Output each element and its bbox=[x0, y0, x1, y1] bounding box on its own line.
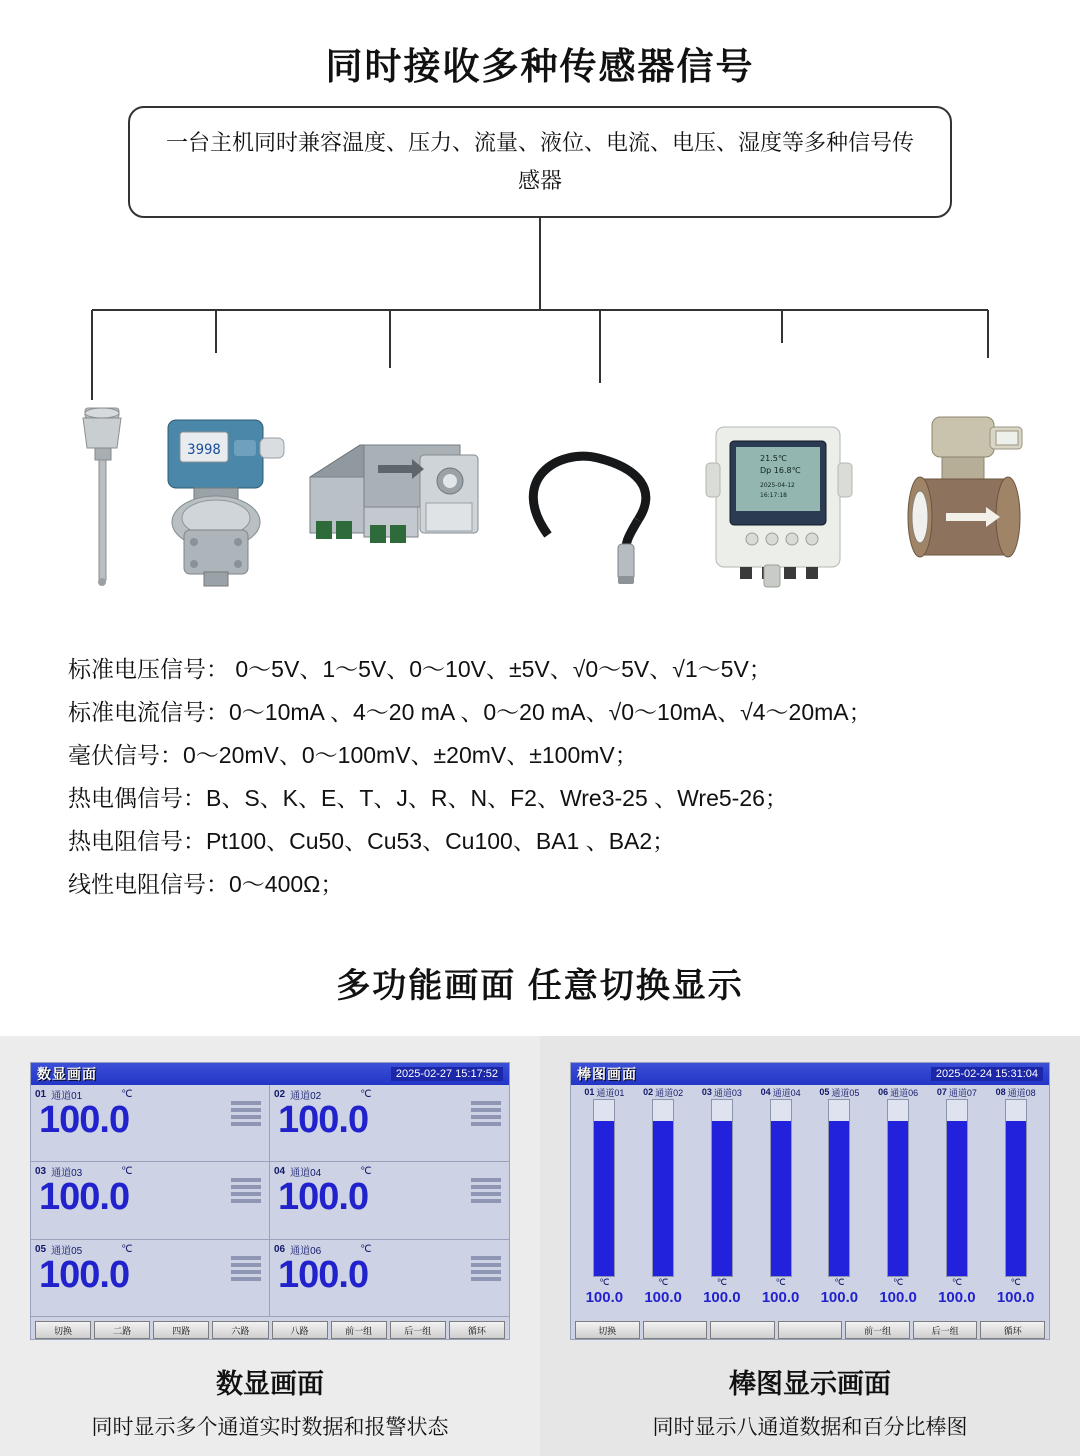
device-level-sensor bbox=[518, 440, 688, 590]
screen-button-cycle[interactable]: 循环 bbox=[980, 1321, 1045, 1339]
signal-spec-list bbox=[68, 648, 1018, 906]
bar-columns bbox=[575, 1099, 1045, 1277]
bar-name: 通道02 bbox=[655, 1087, 684, 1098]
device-strip bbox=[0, 400, 1080, 620]
channel-index: 05 bbox=[35, 1243, 47, 1255]
device-pressure-transmitter bbox=[148, 410, 288, 610]
device-controller-box bbox=[700, 415, 860, 595]
alarm-bars-icon bbox=[231, 1178, 261, 1206]
channel-index: 03 bbox=[35, 1166, 47, 1178]
bar-name: 通道07 bbox=[948, 1087, 977, 1098]
bar-index: 04 bbox=[760, 1087, 771, 1097]
spec-line: 热电阻信号：Pt100、Cu50、Cu53、Cu100、BA1 、BA2； bbox=[68, 828, 676, 854]
alarm-bars-icon bbox=[471, 1256, 501, 1284]
bar-index: 07 bbox=[936, 1087, 947, 1097]
bar-unit: ℃ bbox=[716, 1277, 727, 1287]
channel-cell[interactable] bbox=[270, 1085, 509, 1162]
bar-fill bbox=[829, 1121, 849, 1276]
device-flow-meter bbox=[890, 405, 1050, 605]
screen-button-prev-group[interactable]: 前一组 bbox=[845, 1321, 910, 1339]
channel-unit: ℃ bbox=[121, 1166, 133, 1178]
bar-name: 通道06 bbox=[890, 1087, 919, 1098]
screen-button-switch[interactable]: 切换 bbox=[35, 1321, 91, 1339]
bar-fill bbox=[947, 1121, 967, 1276]
bar-fill bbox=[594, 1121, 614, 1276]
channel-index: 04 bbox=[274, 1166, 286, 1178]
bar-column bbox=[634, 1099, 693, 1277]
channel-cell[interactable] bbox=[270, 1240, 509, 1317]
description-box bbox=[128, 106, 952, 218]
bar-index: 06 bbox=[878, 1087, 889, 1097]
svg-text:2025-04-12: 2025-04-12 bbox=[760, 482, 795, 489]
description-text: 一台主机同时兼容温度、压力、流量、液位、电流、电压、湿度等多种信号传感器 bbox=[165, 130, 914, 193]
spec-line: 线性电阻信号：0～400Ω； bbox=[68, 871, 344, 897]
bar-index: 08 bbox=[995, 1087, 1006, 1097]
pressure-display-value: 3998 bbox=[187, 442, 221, 458]
device-temperature-probe bbox=[45, 400, 155, 600]
screen-button-blank-1[interactable] bbox=[643, 1321, 708, 1339]
screen-bar bbox=[570, 1062, 1050, 1340]
page-title: 同时接收多种传感器信号 bbox=[325, 46, 755, 87]
bar-label bbox=[575, 1085, 634, 1099]
channel-cell[interactable] bbox=[270, 1162, 509, 1239]
bar-value: 100.0 bbox=[996, 1289, 1035, 1306]
bar-values-row bbox=[575, 1289, 1045, 1311]
channel-index: 06 bbox=[274, 1243, 286, 1255]
bar-name: 通道08 bbox=[1007, 1087, 1036, 1098]
bar-unit: ℃ bbox=[658, 1277, 669, 1287]
channel-value: 100.0 bbox=[39, 1253, 130, 1296]
screen-digital-titlebar bbox=[31, 1063, 509, 1085]
bar-index: 05 bbox=[819, 1087, 830, 1097]
channel-value: 100.0 bbox=[278, 1099, 369, 1141]
channel-name: 通道04 bbox=[290, 1168, 322, 1180]
display-panels bbox=[0, 1036, 1080, 1456]
screen-button-blank-2[interactable] bbox=[710, 1321, 775, 1339]
bar-value: 100.0 bbox=[761, 1289, 800, 1306]
bar-fill bbox=[1006, 1121, 1026, 1276]
channel-cell[interactable] bbox=[31, 1162, 270, 1239]
bar-name: 通道01 bbox=[596, 1087, 625, 1098]
channel-unit: ℃ bbox=[121, 1243, 133, 1255]
channel-index: 01 bbox=[35, 1089, 47, 1100]
bar-index: 02 bbox=[643, 1087, 654, 1097]
channel-value: 100.0 bbox=[278, 1253, 369, 1296]
panel-left-caption-title: 数显画面 bbox=[216, 1369, 324, 1399]
bar-units-row bbox=[575, 1277, 1045, 1289]
panel-digital-display bbox=[0, 1036, 540, 1456]
connector-lines bbox=[0, 218, 1080, 418]
bar-name: 通道03 bbox=[713, 1087, 742, 1098]
channel-unit: ℃ bbox=[121, 1089, 133, 1100]
section-title-display-modes: 多功能画面 任意切换显示 bbox=[336, 967, 744, 1005]
screen-button-prev-group[interactable]: 前一组 bbox=[331, 1321, 387, 1339]
bar-labels-row bbox=[575, 1085, 1045, 1099]
svg-text:Dp 16.8℃: Dp 16.8℃ bbox=[760, 466, 801, 475]
bar-unit: ℃ bbox=[834, 1277, 845, 1287]
channel-cell[interactable] bbox=[31, 1085, 270, 1162]
screen-button-next-group[interactable]: 后一组 bbox=[913, 1321, 978, 1339]
bar-value: 100.0 bbox=[879, 1289, 917, 1306]
alarm-bars-icon bbox=[471, 1178, 501, 1206]
channel-value: 100.0 bbox=[39, 1099, 130, 1141]
channel-value: 100.0 bbox=[278, 1176, 369, 1219]
screen-digital-title: 数显画面 bbox=[37, 1066, 97, 1082]
spec-line: 标准电流信号：0～10mA 、4～20 mA 、0～20 mA、√0～10mA、√4～20mA； bbox=[68, 699, 872, 725]
bar-label bbox=[634, 1085, 693, 1099]
spec-line: 标准电压信号： 0～5V、1～5V、0～10V、±5V、√0～5V、√1～5V； bbox=[68, 656, 772, 682]
channel-name: 通道02 bbox=[290, 1091, 322, 1102]
channel-name: 通道06 bbox=[290, 1245, 322, 1257]
bar-value: 100.0 bbox=[585, 1289, 624, 1306]
digital-button-row bbox=[31, 1317, 509, 1340]
bar-fill bbox=[712, 1121, 732, 1276]
screen-button-switch[interactable]: 切换 bbox=[575, 1321, 640, 1339]
bar-unit: ℃ bbox=[951, 1277, 962, 1287]
screen-button-eight-ch[interactable]: 八路 bbox=[272, 1321, 328, 1339]
bar-label bbox=[693, 1085, 752, 1099]
bar-value: 100.0 bbox=[820, 1289, 859, 1306]
screen-button-four-ch[interactable]: 四路 bbox=[153, 1321, 209, 1339]
screen-button-cycle[interactable]: 循环 bbox=[449, 1321, 505, 1339]
channel-name: 通道03 bbox=[51, 1168, 83, 1180]
bar-label bbox=[928, 1085, 987, 1099]
channel-name: 通道01 bbox=[51, 1091, 83, 1102]
bar-chart-area bbox=[571, 1085, 1049, 1317]
bar-name: 通道04 bbox=[772, 1087, 801, 1098]
bar-column bbox=[693, 1099, 752, 1277]
channel-name: 通道05 bbox=[51, 1245, 83, 1257]
bar-value: 100.0 bbox=[644, 1289, 682, 1306]
screen-bar-title: 棒图画面 bbox=[577, 1066, 637, 1082]
channel-value: 100.0 bbox=[39, 1176, 130, 1219]
bar-fill bbox=[771, 1121, 791, 1276]
screen-button-next-group[interactable]: 后一组 bbox=[390, 1321, 446, 1339]
svg-text:21.5℃: 21.5℃ bbox=[760, 454, 787, 463]
channel-unit: ℃ bbox=[360, 1243, 372, 1255]
alarm-bars-icon bbox=[471, 1101, 501, 1129]
panel-left-caption-sub: 同时显示多个通道实时数据和报警状态 bbox=[91, 1416, 449, 1439]
bar-value: 100.0 bbox=[938, 1289, 976, 1306]
bar-unit: ℃ bbox=[1010, 1277, 1021, 1287]
alarm-bars-icon bbox=[231, 1256, 261, 1284]
channel-unit: ℃ bbox=[360, 1089, 372, 1100]
panel-right-caption-title: 棒图显示画面 bbox=[729, 1369, 891, 1399]
bar-fill bbox=[653, 1121, 673, 1276]
channel-unit: ℃ bbox=[360, 1166, 372, 1178]
bar-index: 03 bbox=[701, 1087, 712, 1097]
screen-digital-timestamp: 2025-02-27 15:17:52 bbox=[391, 1067, 503, 1081]
screen-button-two-ch[interactable]: 二路 bbox=[94, 1321, 150, 1339]
bar-unit: ℃ bbox=[893, 1277, 904, 1287]
alarm-bars-icon bbox=[231, 1101, 261, 1129]
bar-column bbox=[810, 1099, 869, 1277]
screen-button-blank-3[interactable] bbox=[778, 1321, 843, 1339]
bar-column bbox=[869, 1099, 928, 1277]
bar-button-row bbox=[571, 1317, 1049, 1340]
bar-column bbox=[928, 1099, 987, 1277]
bar-label bbox=[751, 1085, 810, 1099]
bar-unit: ℃ bbox=[599, 1277, 610, 1287]
bar-column bbox=[575, 1099, 634, 1277]
bar-label bbox=[986, 1085, 1045, 1099]
spec-line: 热电偶信号：B、S、K、E、T、J、R、N、F2、Wre3-25 、Wre5-26； bbox=[68, 785, 788, 811]
bar-unit: ℃ bbox=[775, 1277, 786, 1287]
channel-index: 02 bbox=[274, 1089, 286, 1100]
svg-text:16:17:18: 16:17:18 bbox=[760, 492, 787, 499]
bar-name: 通道05 bbox=[831, 1087, 860, 1098]
screen-bar-titlebar bbox=[571, 1063, 1049, 1085]
spec-line: 毫伏信号：0～20mV、0～100mV、±20mV、±100mV； bbox=[68, 742, 638, 768]
bar-fill bbox=[888, 1121, 908, 1276]
digital-channel-grid bbox=[31, 1085, 509, 1317]
bar-label bbox=[810, 1085, 869, 1099]
screen-bar-timestamp: 2025-02-24 15:31:04 bbox=[931, 1067, 1043, 1081]
screen-button-six-ch[interactable]: 六路 bbox=[212, 1321, 268, 1339]
panel-bar-display bbox=[540, 1036, 1080, 1456]
bar-column bbox=[986, 1099, 1045, 1277]
bar-index: 01 bbox=[584, 1087, 595, 1097]
bar-value: 100.0 bbox=[703, 1289, 741, 1306]
panel-right-caption-sub: 同时显示八通道数据和百分比棒图 bbox=[652, 1416, 968, 1439]
channel-cell[interactable] bbox=[31, 1240, 270, 1317]
screen-digital bbox=[30, 1062, 510, 1340]
device-current-transducer bbox=[300, 425, 500, 585]
bar-label bbox=[869, 1085, 928, 1099]
bar-column bbox=[751, 1099, 810, 1277]
